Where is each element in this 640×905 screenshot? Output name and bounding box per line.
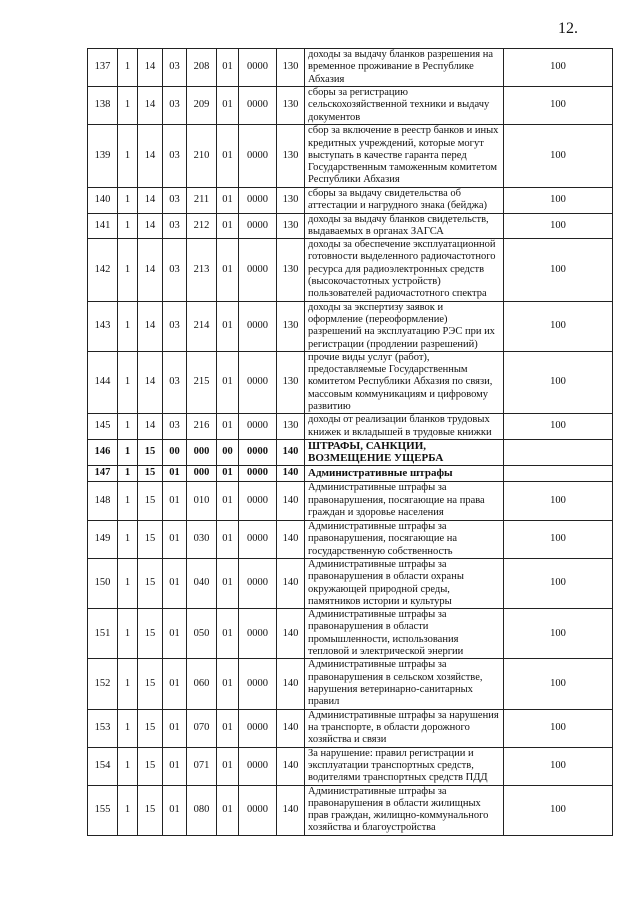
code-segment-5-cell: 01 xyxy=(217,414,239,440)
code-segment-1-cell: 1 xyxy=(118,558,138,608)
code-segment-6-cell: 0000 xyxy=(239,49,277,87)
code-segment-4-cell: 040 xyxy=(187,558,217,608)
code-segment-7-cell: 130 xyxy=(277,49,305,87)
code-segment-2-cell: 15 xyxy=(138,659,163,709)
code-segment-7-cell: 140 xyxy=(277,747,305,785)
code-segment-7-cell: 140 xyxy=(277,465,305,481)
code-segment-2-cell: 15 xyxy=(138,785,163,835)
code-segment-5-cell: 01 xyxy=(217,520,239,558)
table-row xyxy=(88,439,613,465)
code-segment-1-cell: 1 xyxy=(118,49,138,87)
code-segment-6-cell: 0000 xyxy=(239,609,277,659)
row-number-cell: 152 xyxy=(88,659,118,709)
code-segment-3-cell: 01 xyxy=(163,465,187,481)
code-segment-3-cell: 03 xyxy=(163,414,187,440)
code-segment-7-cell: 140 xyxy=(277,709,305,747)
row-number-cell: 140 xyxy=(88,188,118,214)
code-segment-5-cell: 01 xyxy=(217,785,239,835)
code-segment-4-cell: 050 xyxy=(187,609,217,659)
code-segment-5-cell: 01 xyxy=(217,239,239,301)
row-number-cell: 138 xyxy=(88,87,118,125)
code-segment-7-cell: 130 xyxy=(277,239,305,301)
table-row xyxy=(88,125,613,188)
revenue-name-cell: сборы за регистрацию сельскохозяйственной техники и выдачу документов xyxy=(305,87,504,125)
row-number-cell: 149 xyxy=(88,520,118,558)
table-row xyxy=(88,188,613,214)
code-segment-1-cell: 1 xyxy=(118,439,138,465)
code-segment-5-cell: 01 xyxy=(217,213,239,239)
code-segment-6-cell: 0000 xyxy=(239,709,277,747)
revenue-name-cell: сбор за включение в реестр банков и иных кредитных учреждений, которые могут выступать в качестве гаранта перед Государственным таможенным комитетом Республики Абхазия xyxy=(305,125,504,188)
code-segment-3-cell: 03 xyxy=(163,87,187,125)
row-number-cell: 148 xyxy=(88,481,118,520)
row-number-cell: 147 xyxy=(88,465,118,481)
code-segment-3-cell: 01 xyxy=(163,747,187,785)
code-segment-3-cell: 03 xyxy=(163,301,187,351)
code-segment-3-cell: 03 xyxy=(163,125,187,188)
code-segment-6-cell: 0000 xyxy=(239,785,277,835)
code-segment-7-cell: 130 xyxy=(277,125,305,188)
table-row xyxy=(88,481,613,520)
amount-cell: 100 xyxy=(504,558,613,608)
code-segment-7-cell: 140 xyxy=(277,558,305,608)
code-segment-6-cell: 0000 xyxy=(239,125,277,188)
amount-cell: 100 xyxy=(504,49,613,87)
table-row xyxy=(88,785,613,835)
code-segment-7-cell: 130 xyxy=(277,351,305,413)
code-segment-4-cell: 000 xyxy=(187,465,217,481)
revenue-name-cell: ШТРАФЫ, САНКЦИИ, ВОЗМЕЩЕНИЕ УЩЕРБА xyxy=(305,439,504,465)
amount-cell: 100 xyxy=(504,520,613,558)
revenue-name-cell: сборы за выдачу свидетельства об аттестации и нагрудного знака (бейджа) xyxy=(305,188,504,214)
code-segment-5-cell: 01 xyxy=(217,87,239,125)
code-segment-6-cell: 0000 xyxy=(239,213,277,239)
code-segment-2-cell: 15 xyxy=(138,439,163,465)
code-segment-7-cell: 140 xyxy=(277,785,305,835)
code-segment-4-cell: 000 xyxy=(187,439,217,465)
amount-cell: 100 xyxy=(504,239,613,301)
code-segment-5-cell: 01 xyxy=(217,747,239,785)
code-segment-1-cell: 1 xyxy=(118,125,138,188)
code-segment-1-cell: 1 xyxy=(118,520,138,558)
code-segment-4-cell: 080 xyxy=(187,785,217,835)
row-number-cell: 145 xyxy=(88,414,118,440)
revenue-name-cell: доходы за обеспечение эксплуатационной готовности выделенного радиочастотного ресурса для радиоэлектронных средств (высокочастотных устройств) пользователей радиочастотного спектра xyxy=(305,239,504,301)
code-segment-2-cell: 14 xyxy=(138,239,163,301)
code-segment-5-cell: 01 xyxy=(217,125,239,188)
amount-cell: 100 xyxy=(504,609,613,659)
code-segment-2-cell: 14 xyxy=(138,49,163,87)
code-segment-3-cell: 03 xyxy=(163,213,187,239)
code-segment-1-cell: 1 xyxy=(118,465,138,481)
table-row xyxy=(88,351,613,413)
code-segment-7-cell: 130 xyxy=(277,188,305,214)
code-segment-4-cell: 209 xyxy=(187,87,217,125)
code-segment-6-cell: 0000 xyxy=(239,188,277,214)
code-segment-5-cell: 01 xyxy=(217,558,239,608)
code-segment-5-cell: 01 xyxy=(217,188,239,214)
amount-cell: 100 xyxy=(504,481,613,520)
revenue-name-cell: доходы за выдачу бланков разрешения на временное проживание в Республике Абхазия xyxy=(305,49,504,87)
row-number-cell: 141 xyxy=(88,213,118,239)
code-segment-7-cell: 140 xyxy=(277,659,305,709)
code-segment-3-cell: 01 xyxy=(163,558,187,608)
code-segment-4-cell: 214 xyxy=(187,301,217,351)
code-segment-5-cell: 01 xyxy=(217,709,239,747)
table-row xyxy=(88,558,613,608)
amount-cell: 100 xyxy=(504,785,613,835)
code-segment-2-cell: 14 xyxy=(138,125,163,188)
table-row xyxy=(88,87,613,125)
code-segment-3-cell: 03 xyxy=(163,239,187,301)
row-number-cell: 153 xyxy=(88,709,118,747)
row-number-cell: 151 xyxy=(88,609,118,659)
code-segment-1-cell: 1 xyxy=(118,747,138,785)
table-row xyxy=(88,659,613,709)
code-segment-1-cell: 1 xyxy=(118,481,138,520)
row-number-cell: 143 xyxy=(88,301,118,351)
table-row xyxy=(88,709,613,747)
code-segment-6-cell: 0000 xyxy=(239,520,277,558)
page-number: 12. xyxy=(558,20,578,37)
code-segment-3-cell: 01 xyxy=(163,659,187,709)
code-segment-1-cell: 1 xyxy=(118,87,138,125)
code-segment-7-cell: 130 xyxy=(277,87,305,125)
code-segment-7-cell: 130 xyxy=(277,301,305,351)
code-segment-4-cell: 071 xyxy=(187,747,217,785)
row-number-cell: 144 xyxy=(88,351,118,413)
code-segment-6-cell: 0000 xyxy=(239,465,277,481)
code-segment-6-cell: 0000 xyxy=(239,747,277,785)
table-row xyxy=(88,609,613,659)
code-segment-2-cell: 15 xyxy=(138,609,163,659)
row-number-cell: 137 xyxy=(88,49,118,87)
budget-table xyxy=(87,48,613,836)
table-row xyxy=(88,239,613,301)
code-segment-6-cell: 0000 xyxy=(239,301,277,351)
revenue-name-cell: Административные штрафы xyxy=(305,465,504,481)
code-segment-1-cell: 1 xyxy=(118,609,138,659)
code-segment-2-cell: 15 xyxy=(138,558,163,608)
code-segment-1-cell: 1 xyxy=(118,785,138,835)
code-segment-6-cell: 0000 xyxy=(239,351,277,413)
code-segment-4-cell: 211 xyxy=(187,188,217,214)
revenue-name-cell: доходы от реализации бланков трудовых книжек и вкладышей в трудовые книжки xyxy=(305,414,504,440)
code-segment-1-cell: 1 xyxy=(118,213,138,239)
table-row xyxy=(88,465,613,481)
code-segment-6-cell: 0000 xyxy=(239,558,277,608)
table-row xyxy=(88,520,613,558)
code-segment-7-cell: 140 xyxy=(277,609,305,659)
amount-cell: 100 xyxy=(504,301,613,351)
code-segment-5-cell: 00 xyxy=(217,439,239,465)
table-row xyxy=(88,213,613,239)
row-number-cell: 139 xyxy=(88,125,118,188)
code-segment-4-cell: 216 xyxy=(187,414,217,440)
code-segment-7-cell: 130 xyxy=(277,213,305,239)
code-segment-6-cell: 0000 xyxy=(239,659,277,709)
code-segment-6-cell: 0000 xyxy=(239,481,277,520)
code-segment-1-cell: 1 xyxy=(118,659,138,709)
code-segment-5-cell: 01 xyxy=(217,465,239,481)
amount-cell xyxy=(504,439,613,465)
code-segment-3-cell: 01 xyxy=(163,481,187,520)
code-segment-7-cell: 140 xyxy=(277,481,305,520)
code-segment-2-cell: 14 xyxy=(138,351,163,413)
code-segment-4-cell: 030 xyxy=(187,520,217,558)
code-segment-1-cell: 1 xyxy=(118,709,138,747)
row-number-cell: 150 xyxy=(88,558,118,608)
revenue-name-cell: Административные штрафы за правонарушения в области жилищных прав граждан, жилищно-коммунального хозяйства и благоустройства xyxy=(305,785,504,835)
code-segment-3-cell: 01 xyxy=(163,785,187,835)
amount-cell xyxy=(504,465,613,481)
code-segment-1-cell: 1 xyxy=(118,188,138,214)
code-segment-4-cell: 215 xyxy=(187,351,217,413)
code-segment-5-cell: 01 xyxy=(217,659,239,709)
table-row xyxy=(88,747,613,785)
code-segment-7-cell: 130 xyxy=(277,414,305,440)
code-segment-2-cell: 14 xyxy=(138,188,163,214)
revenue-name-cell: доходы за экспертизу заявок и оформление (переоформление) разрешений на эксплуатацию РЭС при их регистрации (продлении разрешений) xyxy=(305,301,504,351)
code-segment-1-cell: 1 xyxy=(118,414,138,440)
code-segment-4-cell: 060 xyxy=(187,659,217,709)
table-row xyxy=(88,414,613,440)
revenue-name-cell: Административные штрафы за правонарушения в области промышленности, использования тепловой и электрической энергии xyxy=(305,609,504,659)
revenue-name-cell: За нарушение: правил регистрации и эксплуатации транспортных средств, водителями транспортных средств ПДД xyxy=(305,747,504,785)
code-segment-2-cell: 15 xyxy=(138,520,163,558)
amount-cell: 100 xyxy=(504,125,613,188)
revenue-name-cell: Административные штрафы за правонарушения в области охраны окружающей природной среды, памятников истории и культуры xyxy=(305,558,504,608)
amount-cell: 100 xyxy=(504,414,613,440)
code-segment-3-cell: 01 xyxy=(163,609,187,659)
row-number-cell: 155 xyxy=(88,785,118,835)
code-segment-2-cell: 14 xyxy=(138,87,163,125)
code-segment-4-cell: 070 xyxy=(187,709,217,747)
revenue-name-cell: Административные штрафы за нарушения на транспорте, в области дорожного хозяйства и связи xyxy=(305,709,504,747)
code-segment-2-cell: 14 xyxy=(138,301,163,351)
amount-cell: 100 xyxy=(504,747,613,785)
amount-cell: 100 xyxy=(504,87,613,125)
code-segment-2-cell: 15 xyxy=(138,747,163,785)
code-segment-5-cell: 01 xyxy=(217,609,239,659)
code-segment-5-cell: 01 xyxy=(217,49,239,87)
code-segment-1-cell: 1 xyxy=(118,301,138,351)
amount-cell: 100 xyxy=(504,213,613,239)
table-row xyxy=(88,301,613,351)
code-segment-5-cell: 01 xyxy=(217,481,239,520)
code-segment-2-cell: 15 xyxy=(138,465,163,481)
amount-cell: 100 xyxy=(504,709,613,747)
row-number-cell: 146 xyxy=(88,439,118,465)
amount-cell: 100 xyxy=(504,188,613,214)
code-segment-2-cell: 14 xyxy=(138,414,163,440)
code-segment-2-cell: 15 xyxy=(138,481,163,520)
code-segment-3-cell: 01 xyxy=(163,709,187,747)
code-segment-6-cell: 0000 xyxy=(239,87,277,125)
code-segment-3-cell: 03 xyxy=(163,49,187,87)
revenue-name-cell: доходы за выдачу бланков свидетельств, выдаваемых в органах ЗАГСА xyxy=(305,213,504,239)
code-segment-1-cell: 1 xyxy=(118,239,138,301)
row-number-cell: 142 xyxy=(88,239,118,301)
code-segment-4-cell: 213 xyxy=(187,239,217,301)
code-segment-3-cell: 03 xyxy=(163,351,187,413)
code-segment-6-cell: 0000 xyxy=(239,439,277,465)
revenue-name-cell: прочие виды услуг (работ), предоставляемые Государственным комитетом Республики Абхазия по связи, массовым коммуникациям и цифровому развитию xyxy=(305,351,504,413)
code-segment-2-cell: 15 xyxy=(138,709,163,747)
code-segment-3-cell: 03 xyxy=(163,188,187,214)
revenue-name-cell: Административные штрафы за правонарушения в сельском хозяйстве, нарушения ветеринарно-санитарных правил xyxy=(305,659,504,709)
code-segment-3-cell: 01 xyxy=(163,520,187,558)
code-segment-2-cell: 14 xyxy=(138,213,163,239)
code-segment-4-cell: 010 xyxy=(187,481,217,520)
code-segment-5-cell: 01 xyxy=(217,351,239,413)
code-segment-3-cell: 00 xyxy=(163,439,187,465)
code-segment-4-cell: 210 xyxy=(187,125,217,188)
revenue-name-cell: Административные штрафы за правонарушения, посягающие на государственную собственность xyxy=(305,520,504,558)
amount-cell: 100 xyxy=(504,351,613,413)
table-body xyxy=(88,49,613,836)
table-row xyxy=(88,49,613,87)
code-segment-1-cell: 1 xyxy=(118,351,138,413)
code-segment-4-cell: 212 xyxy=(187,213,217,239)
code-segment-6-cell: 0000 xyxy=(239,239,277,301)
code-segment-6-cell: 0000 xyxy=(239,414,277,440)
row-number-cell: 154 xyxy=(88,747,118,785)
revenue-name-cell: Административные штрафы за правонарушения, посягающие на права граждан и здоровье населения xyxy=(305,481,504,520)
code-segment-4-cell: 208 xyxy=(187,49,217,87)
code-segment-7-cell: 140 xyxy=(277,439,305,465)
amount-cell: 100 xyxy=(504,659,613,709)
code-segment-7-cell: 140 xyxy=(277,520,305,558)
code-segment-5-cell: 01 xyxy=(217,301,239,351)
